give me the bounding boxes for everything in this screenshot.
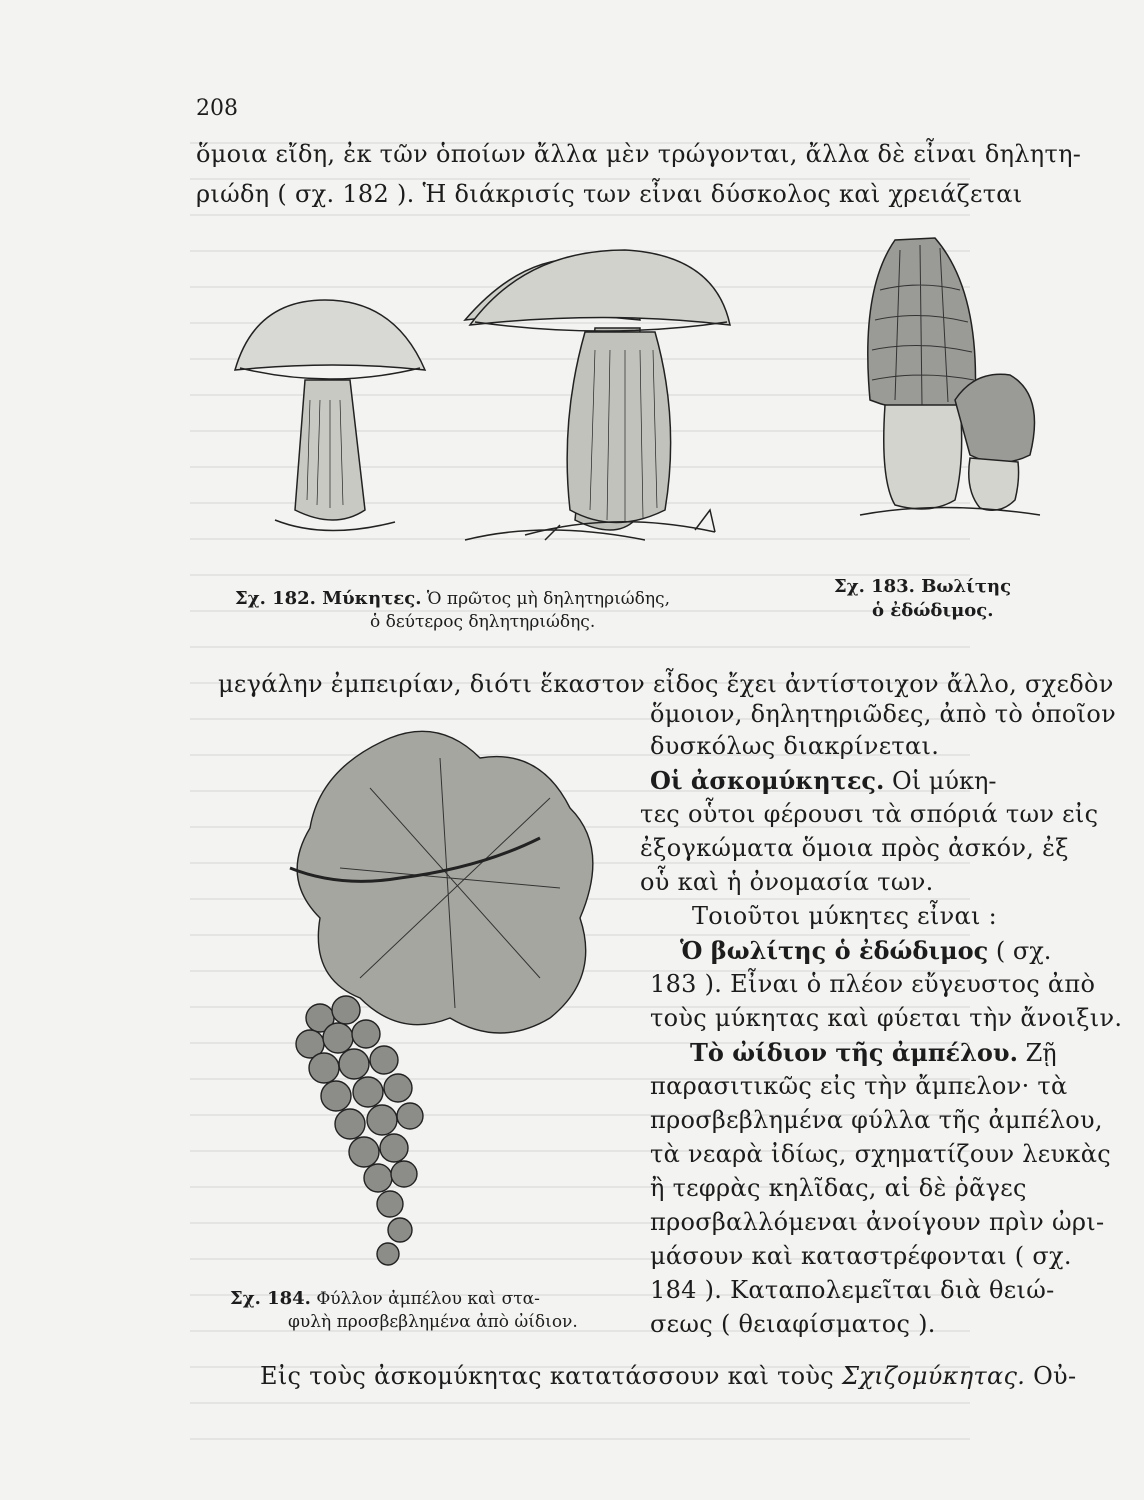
figure-183-morel-illustration: [840, 230, 1050, 530]
paragraph-line: ἐξογκώματα ὅμοια πρὸς ἀσκόν, ἐξ: [640, 834, 1069, 862]
bottom-text-start: Εἰς τοὺς ἀσκομύκητας κατατάσσουν καὶ τοὺς: [260, 1362, 835, 1390]
oidion-heading: Τὸ ὠίδιον τῆς ἀμπέλου.: [690, 1038, 1018, 1067]
oidion-line-1: [690, 1038, 1057, 1067]
volitis-text: ( σχ.: [995, 937, 1052, 965]
askomykites-heading: Οἱ ἀσκομύκητες.: [650, 766, 885, 795]
figure-182-label: Σχ. 182. Μύκητες.: [235, 588, 422, 609]
paragraph-line: 183 ). Εἶναι ὁ πλέον εὔγευστος ἀπὸ: [650, 970, 1096, 998]
bottom-text-end: Οὐ-: [1033, 1362, 1077, 1390]
figure-183-label: Σχ. 183. Βωλίτης: [834, 576, 1012, 597]
paragraph-line: προσβαλλόμεναι ἀνοίγουν πρὶν ὠρι-: [650, 1208, 1105, 1236]
figure-182-caption-line1: [235, 588, 670, 609]
figure-182-caption-line2: ὁ δεύτερος δηλητηριώδης.: [370, 612, 596, 632]
oidion-text: Ζῇ: [1025, 1039, 1057, 1067]
paragraph-line: ἢ τεφρὰς κηλῖδας, αἱ δὲ ῥᾶγες: [650, 1174, 1027, 1202]
paragraph-line: ριώδη ( σχ. 182 ). Ἡ διάκρισίς των εἶναι δύσκολος καὶ χρειάζεται: [196, 180, 1023, 208]
paragraph-line-last: [260, 1362, 1076, 1390]
figure-184-caption-line2: φυλὴ προσβεβλημένα ἀπὸ ὠίδιον.: [288, 1312, 578, 1332]
paragraph-line: παρασιτικῶς εἰς τὴν ἄμπελον· τὰ: [650, 1072, 1068, 1100]
volitis-heading: Ὁ βωλίτης ὁ ἐδώδιμος: [680, 936, 989, 965]
figure-183-caption-line2: ὁ ἐδώδιμος.: [872, 600, 994, 621]
paragraph-line: τοὺς μύκητας καὶ φύεται τὴν ἄνοιξιν.: [650, 1004, 1123, 1032]
paragraph-line: μεγάλην ἐμπειρίαν, διότι ἕκαστον εἶδος ἔχει ἀντίστοιχον ἄλλο, σχεδὸν: [218, 670, 1114, 698]
figure-184-caption-line1: [230, 1288, 540, 1309]
figure-182-caption-text: Ὁ πρῶτος μὴ δηλητηριώδης,: [426, 589, 670, 609]
paragraph-line: τες οὗτοι φέρουσι τὰ σπόριά των εἰς: [640, 800, 1099, 828]
figure-184-caption-text: Φύλλον ἀμπέλου καὶ στα-: [316, 1289, 540, 1309]
paragraph-line: σεως ( θειαφίσματος ).: [650, 1310, 936, 1338]
askomykites-text: Οἱ μύκη-: [892, 767, 997, 795]
volitis-line-1: [680, 936, 1051, 965]
paragraph-line: μάσουν καὶ καταστρέφονται ( σχ.: [650, 1242, 1072, 1270]
paragraph-line: προσβεβλημένα φύλλα τῆς ἀμπέλου,: [650, 1106, 1103, 1134]
paragraph-line: 184 ). Καταπολεμεῖται διὰ θειώ-: [650, 1276, 1055, 1304]
figure-182-large-mushroom-illustration: [465, 240, 735, 560]
paragraph-line: τὰ νεαρὰ ἰδίως, σχηματίζουν λευκὰς: [650, 1140, 1111, 1168]
page-number: 208: [196, 96, 238, 121]
paragraph-line: δυσκόλως διακρίνεται.: [650, 732, 940, 760]
paragraph-line: ὅμοια εἴδη, ἐκ τῶν ὁποίων ἄλλα μὲν τρώγονται, ἄλλα δὲ εἶναι δηλητη-: [196, 140, 1082, 168]
bottom-text-italic-term: Σχιζομύκητας.: [842, 1362, 1026, 1390]
paragraph-line: ὅμοιον, δηλητηριῶδες, ἀπὸ τὸ ὁποῖον: [650, 700, 1116, 728]
figure-184-label: Σχ. 184.: [230, 1288, 311, 1309]
figure-184-vine-leaf-grapes-illustration: [280, 718, 620, 1278]
paragraph-line: Τοιοῦτοι μύκητες εἶναι :: [692, 902, 997, 930]
askomykites-line-1: [650, 766, 996, 795]
paragraph-line: οὗ καὶ ἡ ὀνομασία των.: [640, 868, 934, 896]
